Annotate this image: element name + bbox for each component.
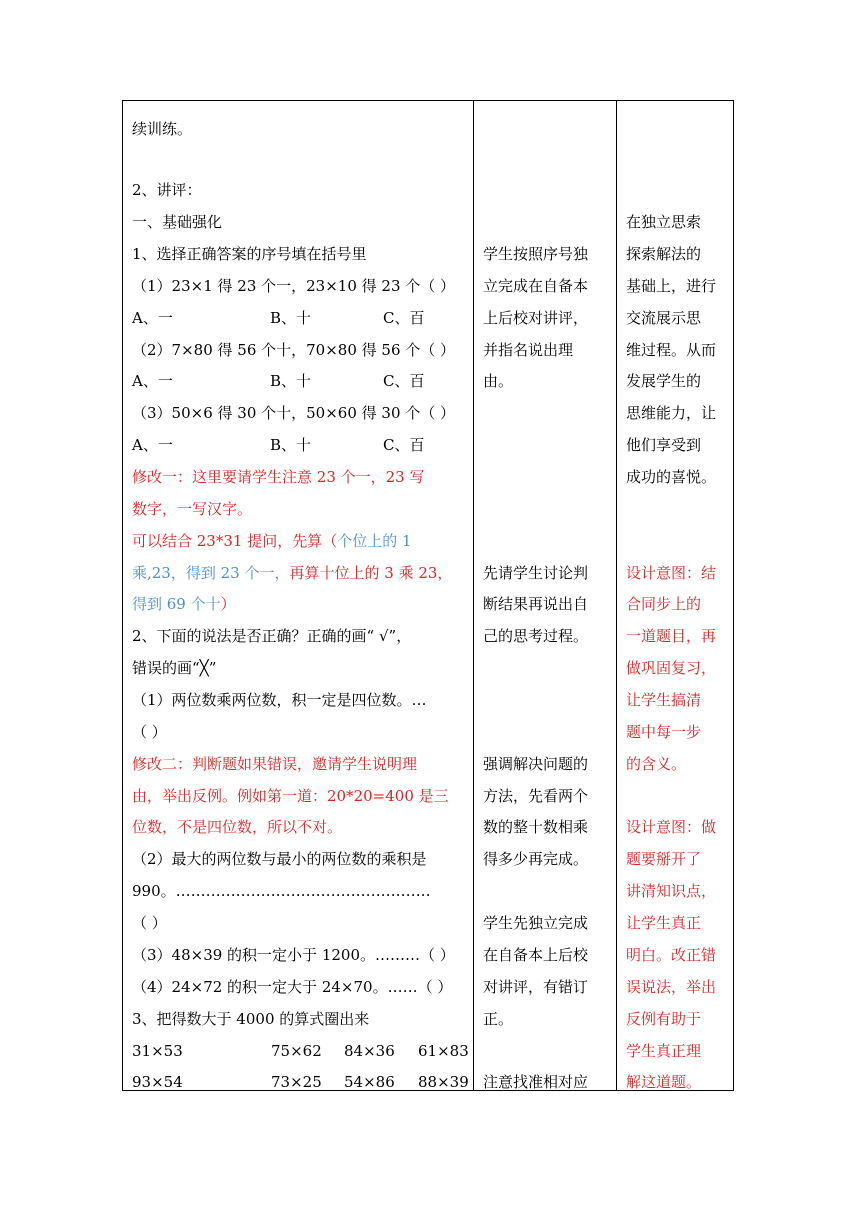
question-title: 1、选择正确答案的序号填在括号里 — [132, 245, 367, 263]
answer-bracket: （ ） — [132, 914, 167, 932]
intent-text: 题中每一步 — [626, 723, 702, 741]
activity-text: 由。 — [483, 372, 514, 390]
activity-text: 在自备本上后校 — [483, 946, 589, 964]
column-divider — [473, 101, 474, 1090]
option-c: C、百 — [383, 309, 425, 327]
intent-text: 做巩固复习， — [626, 659, 717, 677]
question-item: （1）两位数乘两位数，积一定是四位数。… — [132, 691, 427, 709]
activity-text: 数的整十数相乘 — [483, 818, 589, 836]
question-item: （1）23×1 得 23 个一，23×10 得 23 个（ ） — [132, 277, 456, 295]
expression: 31×53 — [132, 1042, 183, 1060]
activity-text: 学生按照序号独 — [483, 245, 589, 263]
intent-text: 的含义。 — [626, 755, 687, 773]
intent-text: 思维能力，让 — [626, 404, 717, 422]
intent-text: 交流展示思 — [626, 309, 702, 327]
intent-text: 设计意图：做 — [626, 818, 717, 836]
revision-note: 数字，一写汉字。 — [132, 500, 253, 518]
intent-text: 合同步上的 — [626, 595, 702, 613]
activity-text: 得多少再完成。 — [483, 850, 589, 868]
answer-bracket: （ ） — [132, 723, 167, 741]
intent-text: 他们享受到 — [626, 436, 702, 454]
intent-text: 在独立思索 — [626, 213, 702, 231]
intent-text: 设计意图：结 — [626, 564, 717, 582]
intent-text: 反例有助于 — [626, 1010, 702, 1028]
option-b: B、十 — [270, 309, 312, 327]
part-heading: 一、基础强化 — [132, 213, 223, 231]
intent-text: 学生真正理 — [626, 1042, 702, 1060]
revision-note-2: 得到 69 个十） — [132, 595, 236, 613]
expression: 54×86 — [344, 1073, 395, 1091]
option-b: B、十 — [270, 372, 312, 390]
question-item: （3）48×39 的积一定小于 1200。………（ ） — [132, 946, 455, 964]
question-title: 3、把得数大于 4000 的算式圈出来 — [132, 1010, 370, 1028]
revision-note: 修改二：判断题如果错误，邀请学生说明理 — [132, 755, 418, 773]
activity-text: 学生先独立完成 — [483, 914, 589, 932]
option-a: A、一 — [132, 436, 173, 454]
revision-note-2: 可以结合 23*31 提问，先算（个位上的 1 — [132, 532, 412, 550]
intent-text: 发展学生的 — [626, 372, 702, 390]
option-c: C、百 — [383, 372, 425, 390]
activity-text: 立完成在自备本 — [483, 277, 589, 295]
intent-text: 解这道题。 — [626, 1073, 702, 1091]
question-item: （2）最大的两位数与最小的两位数的乘积是 — [132, 850, 427, 868]
expression: 73×25 — [271, 1073, 322, 1091]
lesson-table — [122, 100, 734, 1091]
expression: 84×36 — [344, 1042, 395, 1060]
expression: 88×39 — [418, 1073, 469, 1091]
continue-text: 续训练。 — [132, 120, 193, 138]
activity-text: 正。 — [483, 1010, 514, 1028]
intent-text: 题要掰开了 — [626, 850, 702, 868]
intent-text: 误说法，举出 — [626, 978, 717, 996]
activity-text: 上后校对讲评， — [483, 309, 589, 327]
revision-note: 由，举出反例。例如第一道：20*20=400 是三 — [132, 787, 449, 805]
question-item: （4）24×72 的积一定大于 24×70。……（ ） — [132, 978, 453, 996]
expression: 75×62 — [271, 1042, 322, 1060]
question-item: 990。…………………………………………… — [132, 882, 431, 900]
revision-note: 修改一：这里要请学生注意 23 个一，23 写 — [132, 468, 425, 486]
revision-note-2: 乘,23，得到 23 个一，再算十位上的 3 乘 23， — [132, 564, 453, 582]
activity-text: 对讲评，有错订 — [483, 978, 589, 996]
revision-note: 位数，不是四位数，所以不对。 — [132, 818, 343, 836]
intent-text: 让学生搞清 — [626, 691, 702, 709]
intent-text: 探索解法的 — [626, 245, 702, 263]
activity-text: 断结果再说出自 — [483, 595, 589, 613]
expression: 93×54 — [132, 1073, 183, 1091]
question-item: （3）50×6 得 30 个十，50×60 得 30 个（ ） — [132, 404, 456, 422]
intent-text: 让学生真正 — [626, 914, 702, 932]
option-a: A、一 — [132, 372, 173, 390]
expression: 61×83 — [418, 1042, 469, 1060]
activity-text: 强调解决问题的 — [483, 755, 589, 773]
activity-text: 注意找准相对应 — [483, 1073, 589, 1091]
section-heading: 2、讲评： — [132, 181, 202, 199]
activity-text: 并指名说出理 — [483, 341, 574, 359]
activity-text: 先请学生讨论判 — [483, 564, 589, 582]
option-b: B、十 — [270, 436, 312, 454]
activity-text: 己的思考过程。 — [483, 627, 589, 645]
intent-text: 基础上，进行 — [626, 277, 717, 295]
question-item: （2）7×80 得 56 个十，70×80 得 56 个（ ） — [132, 341, 456, 359]
column-divider — [616, 101, 617, 1090]
question-title: 2、下面的说法是否正确？正确的画“ √”， — [132, 627, 412, 645]
option-a: A、一 — [132, 309, 173, 327]
option-c: C、百 — [383, 436, 425, 454]
intent-text: 讲清知识点， — [626, 882, 717, 900]
question-title: 错误的画“╳” — [132, 659, 217, 677]
activity-text: 方法，先看两个 — [483, 787, 589, 805]
intent-text: 明白。改正错 — [626, 946, 717, 964]
intent-text: 一道题目，再 — [626, 627, 717, 645]
intent-text: 成功的喜悦。 — [626, 468, 717, 486]
intent-text: 维过程。从而 — [626, 341, 717, 359]
